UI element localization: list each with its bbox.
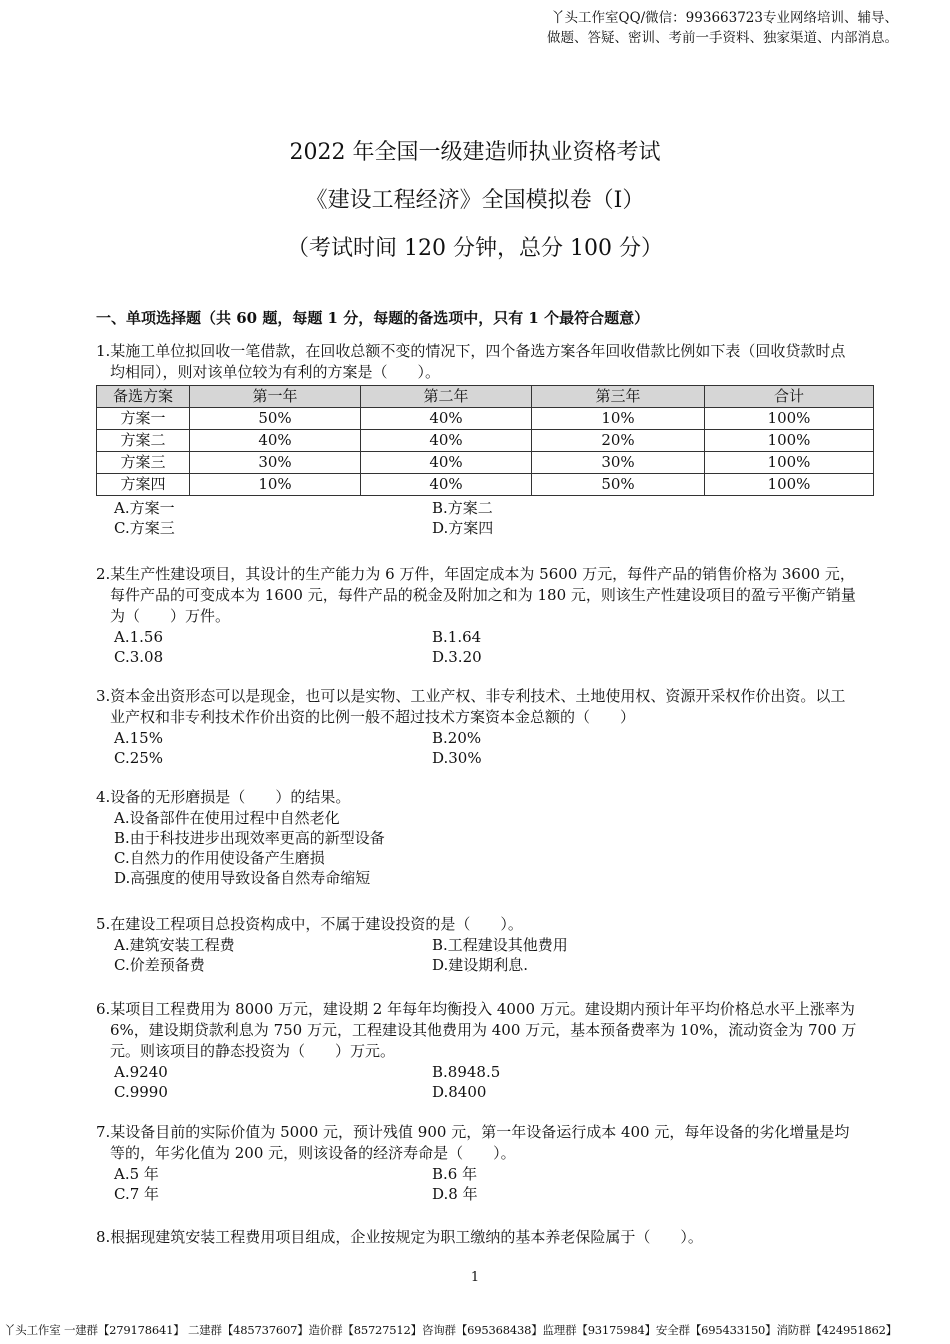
watermark-header — [547, 8, 898, 48]
option-a[interactable]: A.建筑安装工程费 — [114, 936, 235, 954]
option-b[interactable]: B.20% — [432, 729, 482, 747]
repayment-table — [96, 385, 874, 496]
answer-options — [96, 627, 858, 667]
question-3 — [96, 686, 858, 768]
option-d[interactable]: D.3.20 — [432, 648, 482, 666]
table-header-row — [97, 386, 874, 408]
question-stem: 6.某项目工程费用为 8000 万元，建设期 2 年每年均衡投入 4000 万元。建设期内预计年平均价格总水平上涨率为 6%，建设期贷款利息为 750 万元，工程建设其他费用为 400 万元，基本预备费率为 10%，流动资金为 700 万元。则该项目的静态投资为（ ）万元。 — [96, 1000, 857, 1060]
question-4 — [96, 787, 858, 888]
option-d[interactable]: D.高强度的使用导致设备自然寿命缩短 — [114, 869, 371, 887]
table-row — [97, 408, 874, 430]
option-d[interactable]: D.8400 — [432, 1083, 487, 1101]
option-b[interactable]: B.工程建设其他费用 — [432, 936, 568, 954]
question-2 — [96, 564, 858, 667]
table-cell: 方案一 — [97, 408, 190, 430]
option-d[interactable]: D.建设期利息. — [432, 956, 529, 974]
option-c[interactable]: C.3.08 — [114, 648, 164, 666]
question-stem: 7.某设备目前的实际价值为 5000 元，预计残值 900 元，第一年设备运行成本 400 元，每年设备的劣化增量是均等的，年劣化值为 200 元，则该设备的经济寿命是（ ）。 — [96, 1123, 850, 1162]
table-cell: 50% — [190, 408, 361, 430]
option-c[interactable]: C.7 年 — [114, 1185, 160, 1203]
option-a[interactable]: A.5 年 — [114, 1165, 159, 1183]
option-b[interactable]: B.1.64 — [432, 628, 482, 646]
table-header-cell: 第三年 — [532, 386, 705, 408]
table-header-cell: 备选方案 — [97, 386, 190, 408]
option-c[interactable]: C.25% — [114, 749, 164, 767]
table-cell: 方案二 — [97, 430, 190, 452]
table-cell: 10% — [190, 474, 361, 496]
footer-group-list: 丫头工作室 一建群【279178641】 二建群【485737607】造价群【85727512】咨询群【695368438】监理群【93175984】安全群【695433150】消防群【424951862】 — [4, 1323, 898, 1337]
answer-options — [96, 808, 858, 888]
table-cell: 20% — [532, 430, 705, 452]
table-cell: 100% — [705, 430, 874, 452]
answer-options — [96, 1062, 858, 1102]
option-a[interactable]: A.设备部件在使用过程中自然老化 — [114, 809, 340, 827]
answer-options — [96, 498, 858, 538]
option-d[interactable]: D.方案四 — [432, 519, 494, 537]
table-cell: 30% — [190, 452, 361, 474]
table-cell: 40% — [361, 474, 532, 496]
answer-options — [96, 728, 858, 768]
question-1 — [96, 341, 858, 538]
question-stem: 5.在建设工程项目总投资构成中，不属于建设投资的是（ ）。 — [96, 915, 523, 933]
table-cell: 方案四 — [97, 474, 190, 496]
option-b[interactable]: B.8948.5 — [432, 1063, 501, 1081]
option-d[interactable]: D.8 年 — [432, 1185, 478, 1203]
header-line-2: 做题、答疑、密训、考前一手资料、独家渠道、内部消息。 — [547, 30, 898, 46]
exam-subtitle: 《建设工程经济》全国模拟卷（I） — [305, 188, 645, 213]
option-b[interactable]: B.方案二 — [432, 499, 493, 517]
table-cell: 100% — [705, 474, 874, 496]
table-cell: 方案三 — [97, 452, 190, 474]
question-stem: 2.某生产性建设项目，其设计的生产能力为 6 万件，年固定成本为 5600 万元，每件产品的销售价格为 3600 元，每件产品的可变成本为 1600 元，每件产品的税金及附加之和为 180 元，则该生产性建设项目的盈亏平衡产销量为（ ）万件。 — [96, 565, 856, 625]
table-cell: 10% — [532, 408, 705, 430]
option-c[interactable]: C.9990 — [114, 1083, 168, 1101]
table-header-cell: 第一年 — [190, 386, 361, 408]
page-number: 1 — [470, 1270, 480, 1285]
question-stem: 1.某施工单位拟回收一笔借款，在回收总额不变的情况下，四个备选方案各年回收借款比例如下表（回收贷款时点均相同），则对该单位较为有利的方案是（ ）。 — [96, 342, 846, 381]
table-row — [97, 474, 874, 496]
option-b[interactable]: B.6 年 — [432, 1165, 478, 1183]
table-header-cell: 第二年 — [361, 386, 532, 408]
table-cell: 50% — [532, 474, 705, 496]
answer-options — [96, 935, 858, 975]
table-cell: 40% — [361, 430, 532, 452]
table-cell: 40% — [361, 408, 532, 430]
option-c[interactable]: C.自然力的作用使设备产生磨损 — [114, 849, 325, 867]
question-stem: 8.根据现建筑安装工程费用项目组成，企业按规定为职工缴纳的基本养老保险属于（ ）。 — [96, 1228, 703, 1246]
exam-duration: （考试时间 120 分钟，总分 100 分） — [287, 236, 663, 261]
option-c[interactable]: C.方案三 — [114, 519, 175, 537]
option-a[interactable]: A.方案一 — [114, 499, 175, 517]
option-a[interactable]: A.1.56 — [114, 628, 163, 646]
option-d[interactable]: D.30% — [432, 749, 482, 767]
section-heading: 一、单项选择题（共 60 题，每题 1 分，每题的备选项中，只有 1 个最符合题意） — [96, 309, 650, 327]
question-stem: 4.设备的无形磨损是（ ）的结果。 — [96, 788, 351, 806]
table-row — [97, 452, 874, 474]
table-cell: 40% — [190, 430, 361, 452]
table-cell: 40% — [361, 452, 532, 474]
table-cell: 100% — [705, 452, 874, 474]
table-cell: 100% — [705, 408, 874, 430]
question-7 — [96, 1122, 858, 1204]
answer-options — [96, 1164, 858, 1204]
question-8 — [96, 1227, 858, 1248]
question-6 — [96, 999, 858, 1102]
question-stem: 3.资本金出资形态可以是现金，也可以是实物、工业产权、非专利技术、土地使用权、资源开采权作价出资。以工业产权和非专利技术作价出资的比例一般不超过技术方案资本金总额的（ ） — [96, 687, 846, 726]
option-a[interactable]: A.15% — [114, 729, 163, 747]
exam-title: 2022 年全国一级建造师执业资格考试 — [289, 140, 661, 165]
table-header-cell: 合计 — [705, 386, 874, 408]
table-row — [97, 430, 874, 452]
option-c[interactable]: C.价差预备费 — [114, 956, 205, 974]
header-line-1: 丫头工作室QQ/微信：993663723专业网络培训、辅导、 — [551, 10, 898, 26]
option-a[interactable]: A.9240 — [114, 1063, 168, 1081]
table-cell: 30% — [532, 452, 705, 474]
option-b[interactable]: B.由于科技进步出现效率更高的新型设备 — [114, 829, 385, 847]
exam-title-block — [0, 140, 950, 284]
question-5 — [96, 914, 858, 975]
